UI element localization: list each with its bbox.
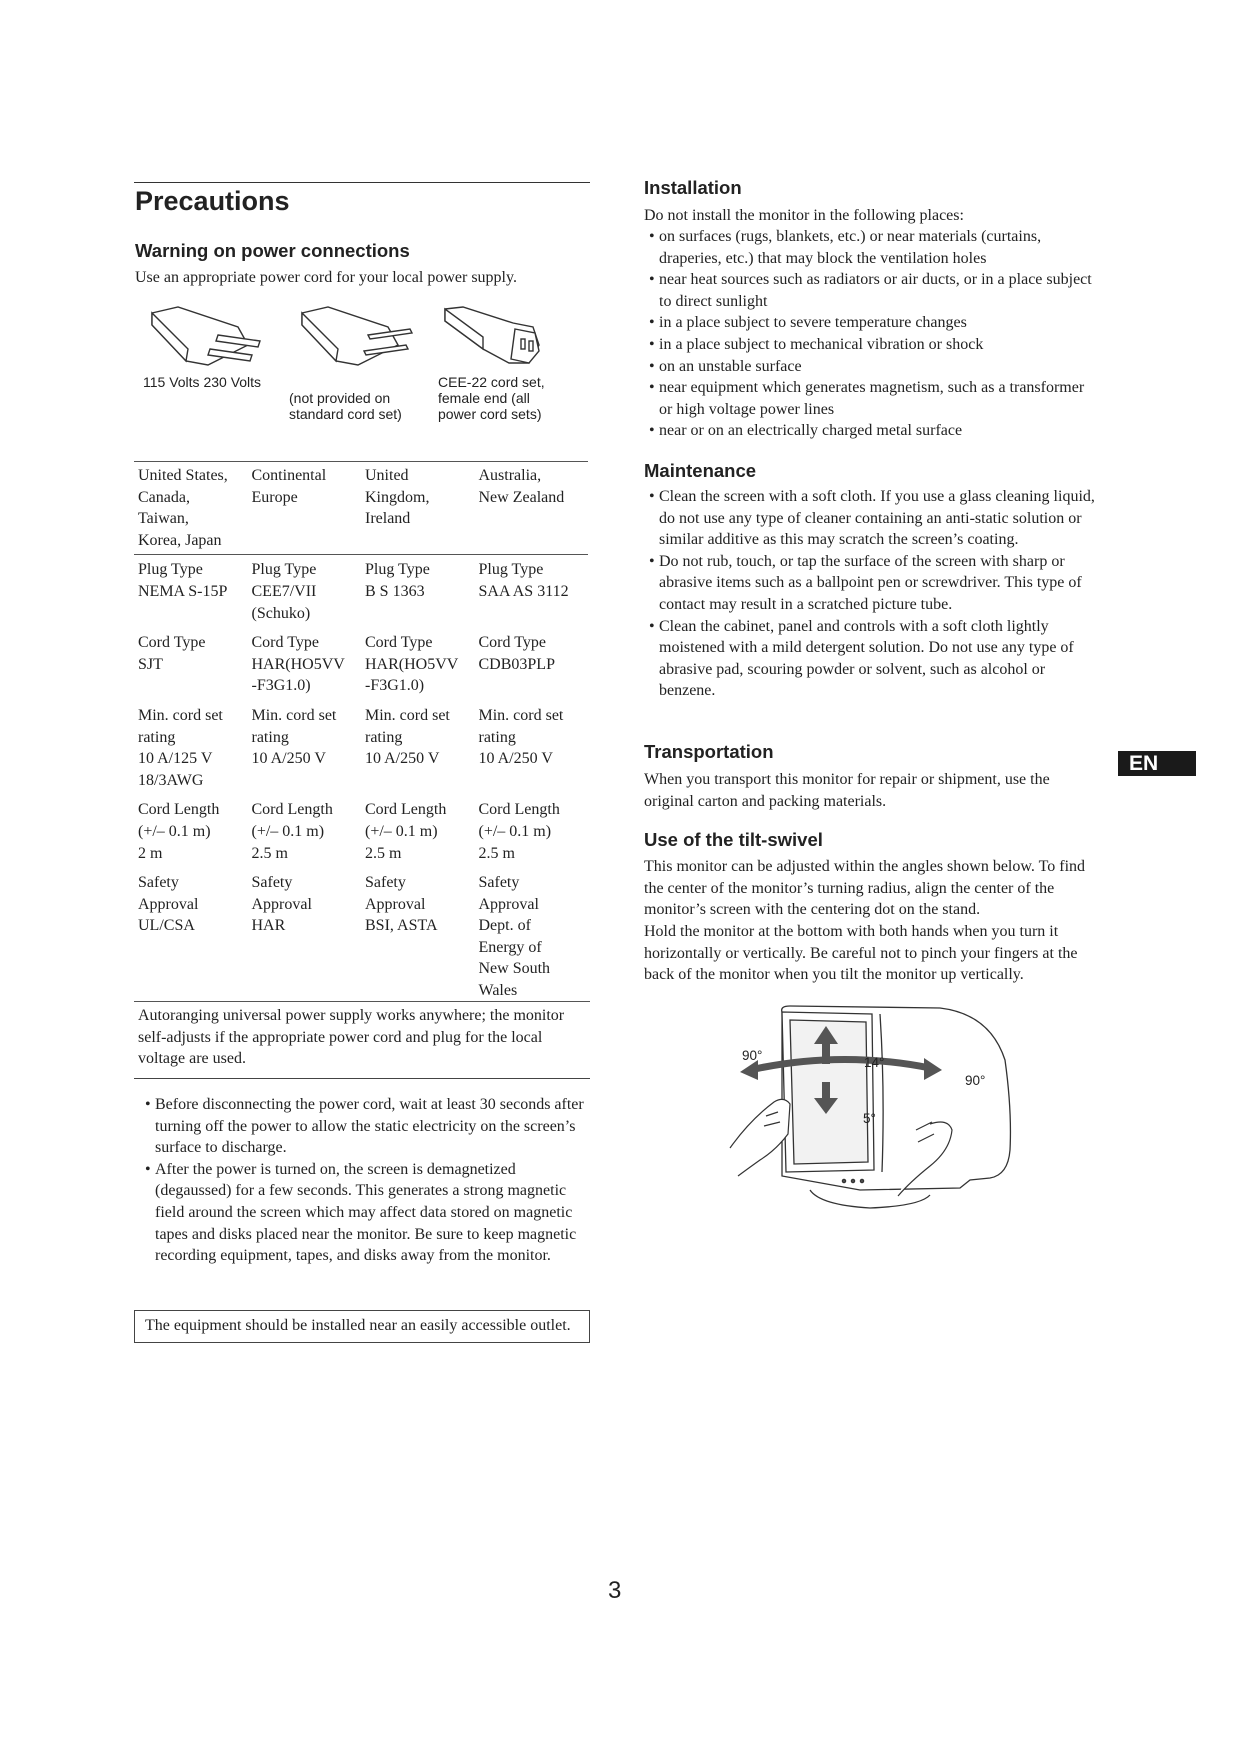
installation-intro: Do not install the monitor in the following places: bbox=[644, 207, 964, 224]
tilt-swivel-illustration bbox=[720, 1000, 1020, 1230]
angle-right-label: 90° bbox=[965, 1073, 986, 1088]
list-item: • Clean the cabinet, panel and controls with a soft cloth lightly moistened with a mild detergent solution. Do not use any type of abrasive pad, scouring powder or solvent, such as alcohol or benzene. bbox=[644, 616, 1099, 702]
table-cell: United States, Canada, Taiwan, Korea, Japan bbox=[134, 462, 248, 555]
table-cell: Cord Length (+/– 0.1 m) 2.5 m bbox=[251, 801, 333, 862]
plug-nema-icon bbox=[152, 307, 260, 365]
tilt-para-2: Hold the monitor at the bottom with both hands when you turn it horizontally or vertically. Be careful not to pinch your fingers at the back of the monitor when you tilt the monitor up vertically. bbox=[644, 923, 1078, 984]
list-item: • in a place subject to severe temperature changes bbox=[644, 312, 1099, 334]
table-cell: Cord Length (+/– 0.1 m) 2 m bbox=[138, 801, 220, 862]
table-cell: Min. cord set rating 10 A/125 V 18/3AWG bbox=[138, 706, 223, 789]
list-item: • near or on an electrically charged metal surface bbox=[644, 420, 1099, 442]
maintenance-heading: Maintenance bbox=[644, 460, 757, 481]
table-row-regions bbox=[134, 462, 588, 555]
angle-down-label: 5° bbox=[863, 1111, 876, 1126]
caption-not-provided-2: standard cord set) bbox=[289, 406, 402, 422]
table-cell: Safety Approval BSI, ASTA bbox=[365, 874, 438, 935]
list-item: • on an unstable surface bbox=[644, 356, 1099, 378]
transportation-text: When you transport this monitor for repair or shipment, use the original carton and packing materials. bbox=[644, 771, 1050, 810]
angle-up-label: 14° bbox=[864, 1055, 885, 1070]
language-tab: EN bbox=[1118, 751, 1196, 776]
list-item: • near equipment which generates magnetism, such as a transformer or high voltage power lines bbox=[644, 377, 1099, 420]
autoranging-note: Autoranging universal power supply works anywhere; the monitor self-adjusts if the appropriate power cord and plug for the local voltage are used. bbox=[134, 1001, 590, 1079]
list-item: • Clean the screen with a soft cloth. If you use a glass cleaning liquid, do not use any type of cleaner containing an anti-static solution or similar additive as this may scratch the screen’s coating. bbox=[644, 486, 1099, 551]
installation-list bbox=[644, 226, 1099, 442]
transportation-heading: Transportation bbox=[644, 741, 774, 762]
outlet-note: The equipment should be installed near an easily accessible outlet. bbox=[134, 1310, 590, 1343]
table-cell: Cord Type CDB03PLP bbox=[478, 634, 555, 673]
table-cell: Cord Type SJT bbox=[138, 634, 206, 673]
table-cell: Cord Type HAR(HO5VV -F3G1.0) bbox=[365, 634, 459, 695]
caption-cee-2: female end (all bbox=[438, 390, 530, 406]
plug-illustrations bbox=[148, 305, 568, 375]
table-cell: Safety Approval Dept. of Energy of New South Wales bbox=[478, 874, 551, 1000]
table-cell: Cord Type HAR(HO5VV -F3G1.0) bbox=[251, 634, 345, 695]
list-item: • After the power is turned on, the screen is demagnetized (degaussed) for a few seconds. This generates a strong magnetic field around the screen which may affect data stored on magnetic tapes and disks placed near the monitor. Be sure to keep magnetic recording equipment, tapes, and disks away from the monitor. bbox=[140, 1159, 590, 1267]
caption-cee-3: power cord sets) bbox=[438, 406, 542, 422]
angle-left-label: 90° bbox=[742, 1048, 763, 1063]
tilt-para-1: This monitor can be adjusted within the angles shown below. To find the center of the monitor’s turning radius, align the center of the monitor’s screen with the centering dot on the stand. bbox=[644, 858, 1086, 919]
list-item: • on surfaces (rugs, blankets, etc.) or near materials (curtains, draperies, etc.) that may block the ventilation holes bbox=[644, 226, 1099, 269]
table-cell: Plug Type SAA AS 3112 bbox=[478, 561, 569, 600]
installation-heading: Installation bbox=[644, 177, 742, 198]
table-row-cord bbox=[134, 628, 588, 701]
table-cell: Cord Length (+/– 0.1 m) 2.5 m bbox=[365, 801, 447, 862]
table-cell: Safety Approval HAR bbox=[251, 874, 312, 935]
power-bullets bbox=[140, 1094, 590, 1267]
power-cord-table bbox=[134, 461, 588, 1006]
caption-cee-1: CEE-22 cord set, bbox=[438, 374, 545, 390]
cee22-connector-icon bbox=[445, 307, 539, 363]
table-cell: Australia, New Zealand bbox=[475, 462, 589, 555]
table-cell: Plug Type NEMA S-15P bbox=[138, 561, 228, 600]
list-item: • Do not rub, touch, or tap the surface of the screen with sharp or abrasive items such as a ballpoint pen or screwdriver. This type of contact may result in a scratched picture tube. bbox=[644, 551, 1099, 616]
list-item: • in a place subject to mechanical vibration or shock bbox=[644, 334, 1099, 356]
plug-drawings bbox=[148, 305, 568, 375]
power-intro: Use an appropriate power cord for your local power supply. bbox=[135, 269, 517, 286]
table-cell: Min. cord set rating 10 A/250 V bbox=[365, 706, 450, 768]
tilt-heading: Use of the tilt-swivel bbox=[644, 829, 823, 850]
caption-volts: 115 Volts 230 Volts bbox=[143, 374, 262, 390]
table-row-length bbox=[134, 795, 588, 868]
table-cell: Safety Approval UL/CSA bbox=[138, 874, 199, 935]
power-heading: Warning on power connections bbox=[135, 240, 410, 261]
table-cell: United Kingdom, Ireland bbox=[361, 462, 475, 555]
table-row-rating bbox=[134, 701, 588, 795]
maintenance-list bbox=[644, 486, 1099, 702]
table-cell: Plug Type CEE7/VII (Schuko) bbox=[251, 561, 317, 622]
list-item: • near heat sources such as radiators or air ducts, or in a place subject to direct sunlight bbox=[644, 269, 1099, 312]
title-rule bbox=[134, 182, 590, 183]
table-cell: Cord Length (+/– 0.1 m) 2.5 m bbox=[478, 801, 560, 862]
table-cell: Min. cord set rating 10 A/250 V bbox=[251, 706, 337, 768]
page-title: Precautions bbox=[135, 186, 290, 216]
list-item: • Before disconnecting the power cord, wait at least 30 seconds after turning off the power to allow the static electricity on the screen’s surface to discharge. bbox=[140, 1094, 590, 1159]
table-row-safety bbox=[134, 868, 588, 1006]
table-cell: Min. cord set rating 10 A/250 V bbox=[478, 706, 564, 768]
caption-not-provided-1: (not provided on bbox=[289, 390, 391, 406]
page-number: 3 bbox=[608, 1577, 622, 1604]
plug-cee7-icon bbox=[302, 307, 412, 365]
table-cell: Plug Type B S 1363 bbox=[365, 561, 430, 600]
table-cell: Continental Europe bbox=[248, 462, 362, 555]
table-row-plug bbox=[134, 555, 588, 628]
